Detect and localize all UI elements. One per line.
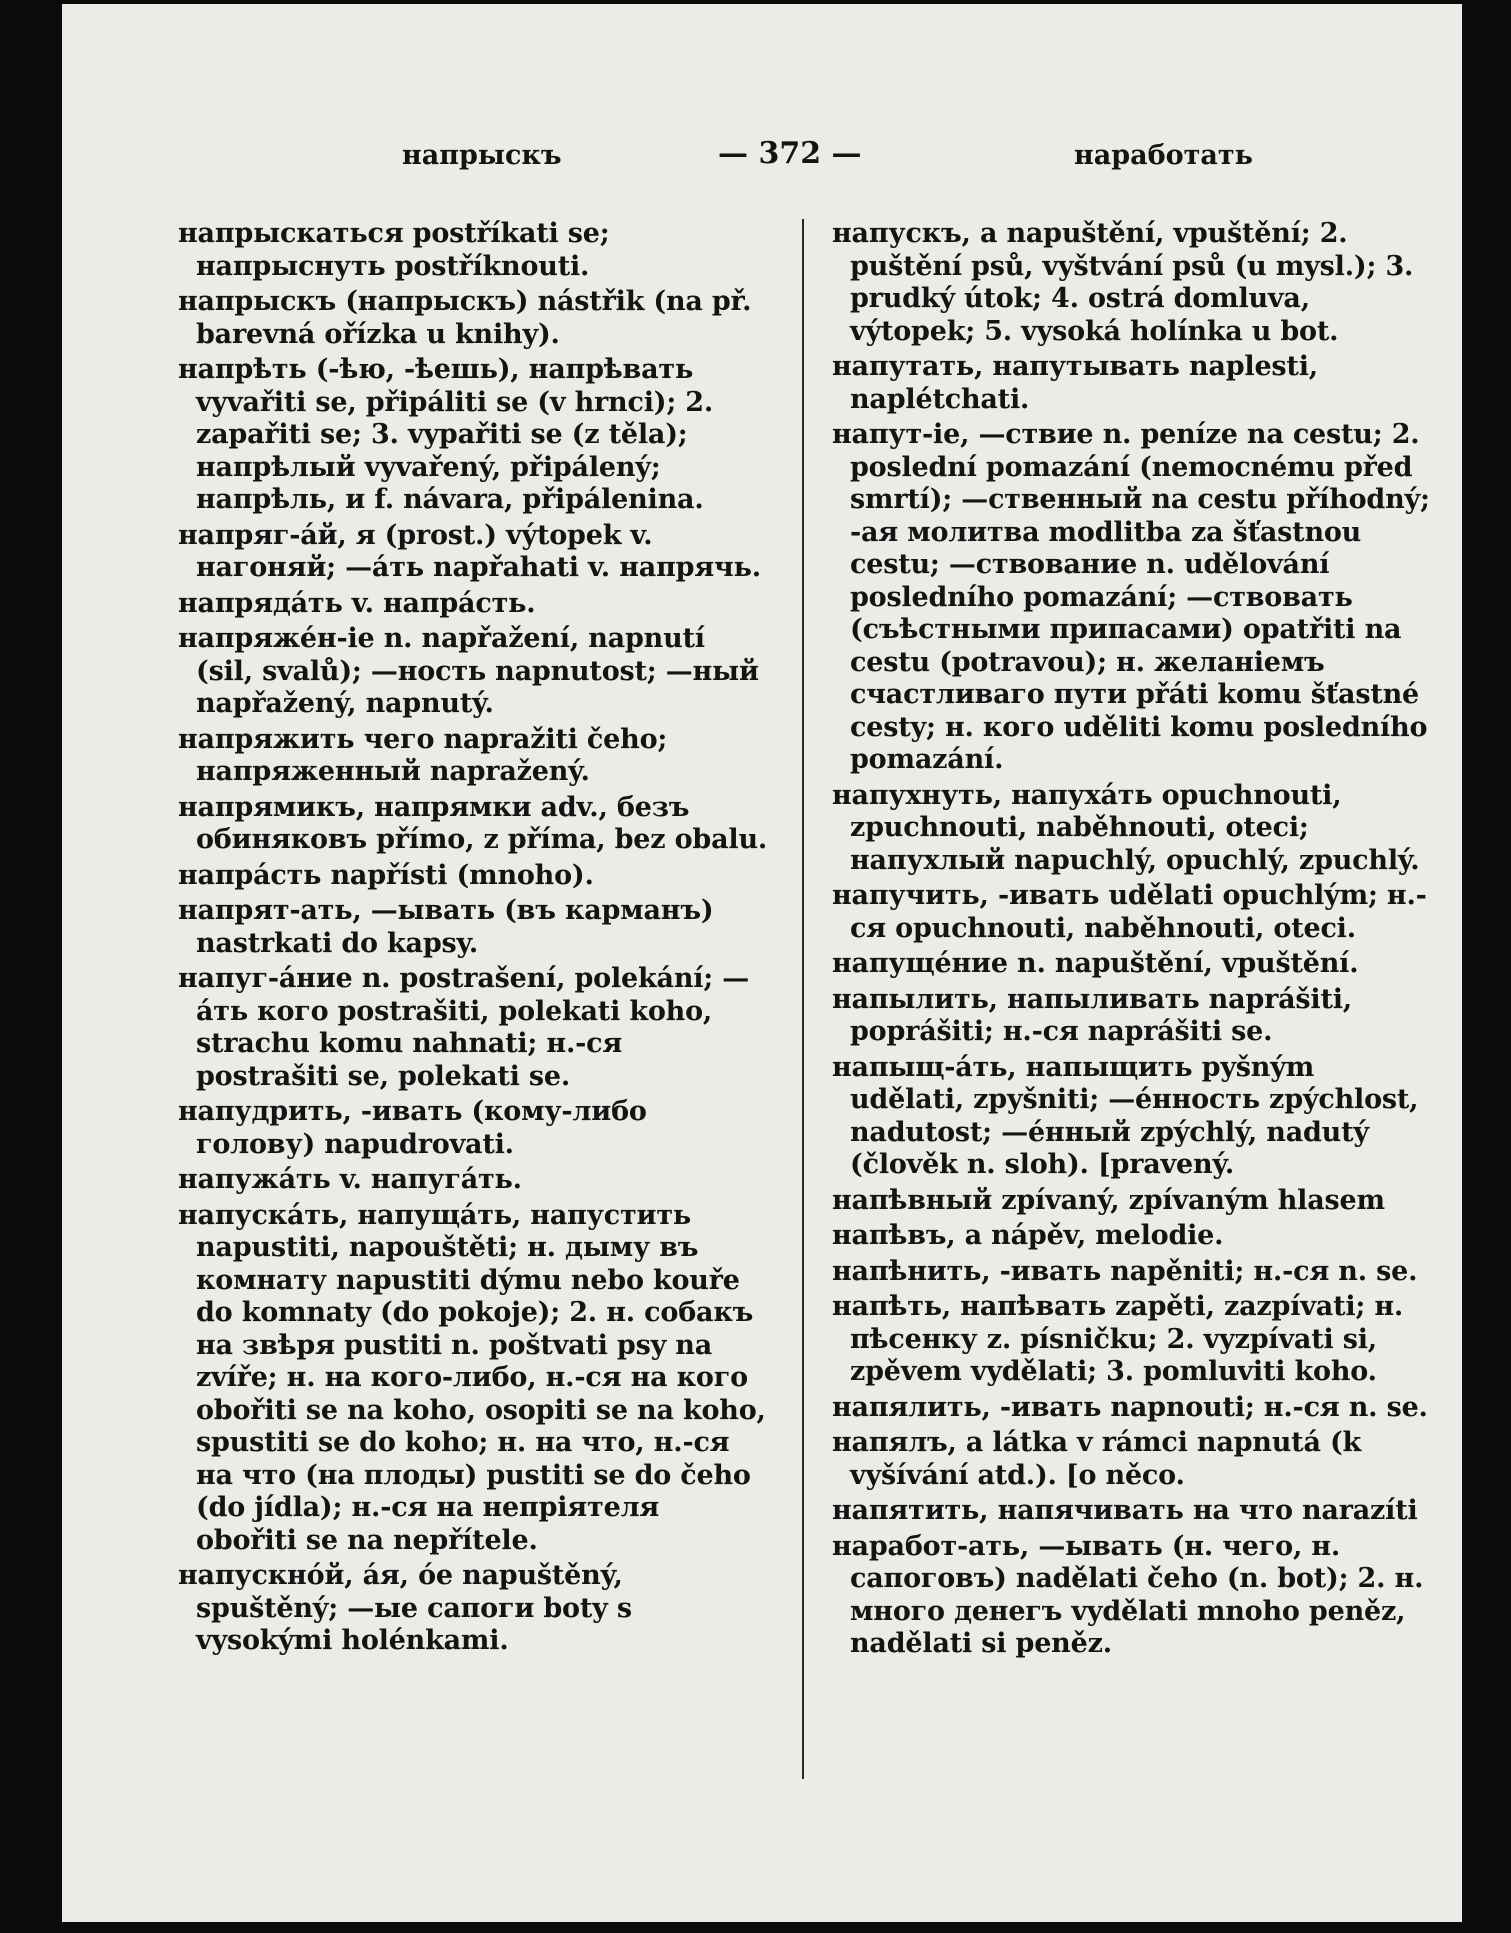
dictionary-entry: наработ-ать, —ывать (н. чего, н. сапоговъ) nadělati čeho (n. bot); 2. н. много денегъ vydělati mnoho peněz, nadělati si peněz. (832, 1530, 1424, 1659)
page-number: — 372 — (718, 136, 862, 171)
dictionary-entry: напрямикъ, напрямки adv., безъ обиняковъ přímo, z přímа, bez obalu. (178, 791, 768, 855)
dictionary-entry: напряжéн-ie n. napřažení, napnutí (sil, svalů); —ность napnutost; —ный napřažený, napnutý. (178, 623, 759, 719)
dictionary-entry: напялить, -ивать napnouti; н.-ся n. se. (832, 1391, 1428, 1423)
dictionary-entry: напрят-ать, —ывать (въ карманъ) nastrkati do kapsy. (178, 895, 714, 959)
page-header (62, 132, 1480, 182)
dictionary-entry: напрядáть v. напрáсть. (178, 587, 536, 619)
dictionary-entry: напѣнить, -ивать napěniti; н.-ся n. se. (832, 1255, 1418, 1287)
right-column (832, 218, 1432, 1664)
dictionary-entry: напряг-áй, я (prost.) výtopek v. нагоняй; —áть napřahati v. напрячь. (178, 519, 761, 583)
column-divider (802, 219, 804, 1779)
dictionary-entry: напускнóй, áя, óе napuštěný, spuštěný; —ые сапоги boty s vysokými holénkami. (178, 1560, 632, 1656)
dictionary-entry: напутать, напутывать naplesti, naplétchati. (832, 351, 1318, 415)
dictionary-entry: напрыскъ (напрыскъ) nástřik (na př. barevná ořízka u knihy). (178, 286, 752, 350)
dictionary-entry: напудрить, -ивать (кому-либо голову) napudrovati. (178, 1096, 647, 1160)
dictionary-entry: напыщ-áть, напыщить pyšným udělati, zpyšniti; —éнность zpýchlost, nadutost; —éнный zpýchlý, nadutý (člověk n. sloh). [pravený. (832, 1051, 1419, 1180)
book-spine-edge (1462, 4, 1480, 1922)
dictionary-entry: напрáсть napřísti (mnoho). (178, 859, 594, 891)
dictionary-entry: напут-ie, —ствие n. peníze na cestu; 2. poslední pomazání (nemocnému před smrtí); —ственный na cestu příhodný; -ая молитва modlitba za šťastnou cestu; —ствование n. udělování posledního pomazání; —ствовать (съѣстными припасами) opatřiti na cestu (potravou); н. желаніемъ счастливаго пути přáti komu šťastné cesty; н. кого uděliti komu posledního pomazání. (832, 419, 1430, 775)
dictionary-entry: напялъ, а látka v rámci napnutá (k vyšívání atd.). [o něco. (832, 1427, 1362, 1491)
right-guide-word: наработать (1074, 140, 1253, 171)
dictionary-entry: напѣвъ, а nápěv, melodie. (832, 1220, 1224, 1251)
dictionary-entry: напухнуть, напухáть opuchnouti, zpuchnouti, naběhnouti, oteci; напухлый napuchlý, opuchlý, zpuchlý. (832, 779, 1420, 876)
left-column (178, 218, 768, 1661)
dictionary-entry: напускáть, напущáть, напустить napustiti, napouštěti; н. дыму въ комнату napustiti dýmu nebo kouře do komnaty (do pokoje); 2. н. собакъ на звѣря pustiti n. poštvati psy na zvíře; н. на кого-либо, н.-ся на кого obořiti se na koho, osopiti se na koho, spustiti se do koho; н. на что, н.-ся на что (на плоды) pustiti se do čeho (do jídla); н.-ся на непріятеля obořiti se na nepřítele. (178, 1199, 766, 1556)
left-guide-word: напрыскъ (402, 140, 562, 171)
dictionary-entry: напущéние n. napuštění, vpuštění. (832, 948, 1359, 979)
dictionary-entry: напучить, -ивать udělati opuchlým; н.-ся opuchnouti, naběhnouti, oteci. (832, 880, 1427, 944)
dictionary-entry: напуг-áние n. postrašení, polekání; —áть кого postrašiti, polekati koho, strachu komu nahnati; н.-ся postrašiti se, polekati se. (178, 963, 750, 1092)
dictionary-entry: напужáть v. напугáть. (178, 1164, 522, 1195)
dictionary-entry: напрѣть (-ѣю, -ѣешь), напрѣвать vyvařiti se, připáliti se (v hrnci); 2. zapařiti se; 3. vypařiti se (z těla); напрѣлый vyvařený, připálený; напрѣль, и f. návara, připálenina. (178, 354, 714, 515)
dictionary-entry: напускъ, а napuštění, vpuštění; 2. puštění psů, vyštvání psů (u mysl.); 3. prudký útok; 4. ostrá domluva, výtopek; 5. vysoká holínka u bot. (832, 218, 1414, 347)
dictionary-entry: напятить, напячивать на что narazíti (832, 1495, 1418, 1526)
dictionary-entry: напряжить чего napražiti čeho; напряженный napražený. (178, 723, 668, 787)
dictionary-entry: напѣвный zpívaný, zpívaným hlasem (832, 1184, 1385, 1216)
dictionary-entry: напрыскаться postříkati se; напрыснуть postříknouti. (178, 218, 610, 282)
dictionary-page (62, 4, 1480, 1922)
dictionary-entry: напѣть, напѣвать zapěti, zazpívati; н. пѣсенку z. písničku; 2. vyzpívati si, zpěvem vydělati; 3. pomluviti koho. (832, 1291, 1404, 1387)
dictionary-entry: напылить, напыливать naprášiti, poprášiti; н.-ся naprášiti se. (832, 983, 1352, 1047)
